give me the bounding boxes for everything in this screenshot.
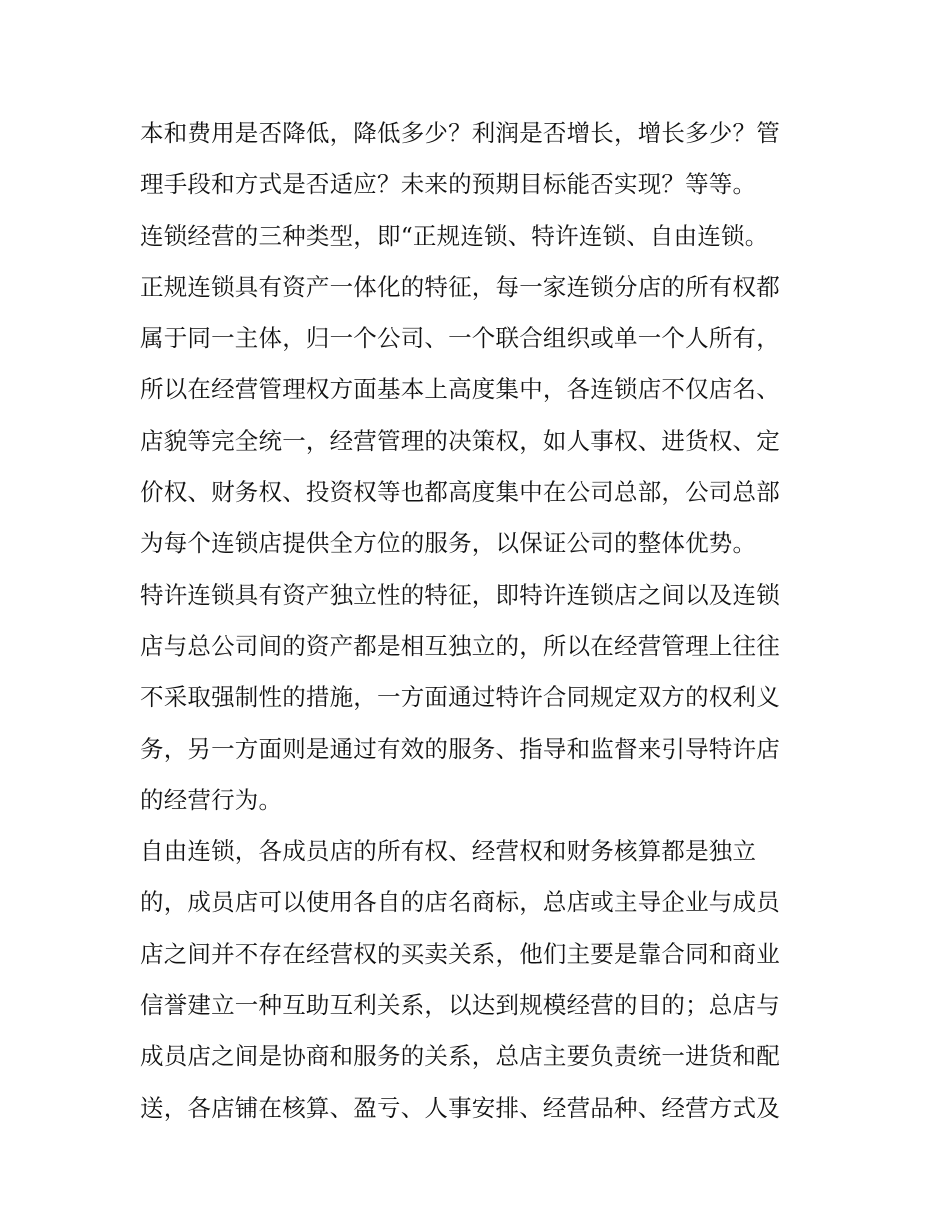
text-line: 不采取强制性的措施，一方面通过特许合同规定双方的权利义 [140, 683, 780, 712]
text-line: 店与总公司间的资产都是相互独立的，所以在经营管理上往往 [140, 631, 780, 660]
text-line: 所以在经营管理权方面基本上高度集中，各连锁店不仅店名、 [140, 375, 780, 404]
text-line: 信誉建立一种互助互利关系，以达到规模经营的目的；总店与 [140, 991, 780, 1020]
body-text [140, 108, 820, 1134]
text-line: 为每个连锁店提供全方位的服务，以保证公司的整体优势。 [140, 529, 757, 558]
text-line: 价权、财务权、投资权等也都高度集中在公司总部，公司总部 [140, 478, 780, 507]
text-line: 特许连锁具有资产独立性的特征，即特许连锁店之间以及连锁 [140, 580, 780, 609]
text-line: 的经营行为。 [140, 785, 283, 814]
text-line: 自由连锁，各成员店的所有权、经营权和财务核算都是独立 [140, 837, 757, 866]
text-line: 的，成员店可以使用各自的店名商标，总店或主导企业与成员 [140, 888, 780, 917]
text-line: 本和费用是否降低，降低多少？利润是否增长，增长多少？管 [140, 119, 780, 147]
text-line: 送，各店铺在核算、盈亏、人事安排、经营品种、经营方式及 [140, 1093, 780, 1122]
text-line: 店之间并不存在经营权的买卖关系，他们主要是靠合同和商业 [140, 939, 780, 968]
text-line: 务，另一方面则是通过有效的服务、指导和监督来引导特许店 [140, 734, 780, 763]
text-line: 连锁经营的三种类型，即“正规连锁、特许连锁、自由连锁。 [140, 221, 769, 250]
text-line: 成员店之间是协商和服务的关系，总店主要负责统一进货和配 [140, 1042, 780, 1071]
text-line: 店貌等完全统一，经营管理的决策权，如人事权、进货权、定 [140, 426, 780, 455]
text-line: 属于同一主体，归一个公司、一个联合组织或单一个人所有， [140, 324, 780, 353]
text-line: 正规连锁具有资产一体化的特征，每一家连锁分店的所有权都 [140, 272, 780, 301]
text-line: 理手段和方式是否适应？未来的预期目标能否实现？等等。 [140, 170, 757, 199]
